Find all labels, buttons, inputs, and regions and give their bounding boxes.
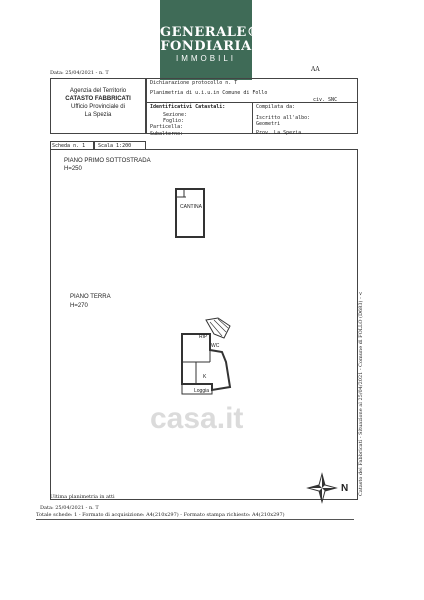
agency-line1: Agenzia del Territorio [69,88,127,94]
cantina-plan [170,183,210,243]
level1-height: H=250 [64,166,82,172]
subalterno-label: Subalterno: [150,131,184,137]
ultima-text: Ultima planimetria in atti [50,494,115,500]
room-k: K [203,374,207,380]
compilata-label: Compilata da: [256,104,296,110]
particella-label: Particella: [150,124,184,130]
identificativi-label: Identificativi Catastali: [150,104,226,110]
sezione-label: Sezione: [163,112,188,118]
civ-text: civ. SNC [313,97,338,103]
formato-text: Totale schede: 1 - Formato di acquisizione: A4(210x297) - Formato stampa richiesto: A4(210x297) [36,512,285,518]
logo-line3: IMMOBILI [175,54,236,63]
logo-line1: GENERALE® [160,25,261,40]
piano-terra-plan [170,312,250,402]
dichiarazione-text: Dichiarazione protocollo n. T [150,80,238,86]
agency-line2: CATASTO FABBRICATI [65,96,131,102]
planimetria-text: Planimetria di u.i.u.in Comune di Follo [150,90,268,96]
logo-line2: FONDIARIA [160,39,252,54]
foglio-label: Foglio: [163,118,185,124]
level1-label: PIANO PRIMO SOTTOSTRADA [64,158,151,164]
room-rip: RIP [199,334,208,340]
scala-text: Scala 1:200 [98,143,132,149]
prov-text: Prov. La Spezia [256,130,302,136]
room-wc: WC [211,343,220,349]
side-text: Catasto dei Fabbricati - Situazione al 25/04/2021 - Comune di FOLLO (D683) - < [358,291,364,496]
level2-height: H=270 [70,303,88,309]
agency-line3: Ufficio Provinciale di [71,104,125,110]
room-cantina: CANTINA [180,204,202,210]
room-loggia: Loggia [194,388,210,394]
brand-logo [160,0,261,80]
date-bottom: Data: 25/04/2021 - n. T [40,505,99,511]
level2-label: PIANO TERRA [70,294,111,300]
north-arrow-icon [306,472,338,504]
iscritto-value: Geometri [256,121,281,127]
corner-mark: AA [311,66,320,73]
header-vdivider [252,102,253,134]
date-top: Data: 25/04/2021 - n. T [50,70,109,76]
iscritto-label: Iscritto all'albo: [256,115,311,121]
agency-line4: La Spezia [84,112,112,118]
footer-rule [36,519,354,520]
watermark: casa.it [150,402,244,435]
scheda-text: Scheda n. 1 [52,143,86,149]
north-label: N [341,483,349,494]
